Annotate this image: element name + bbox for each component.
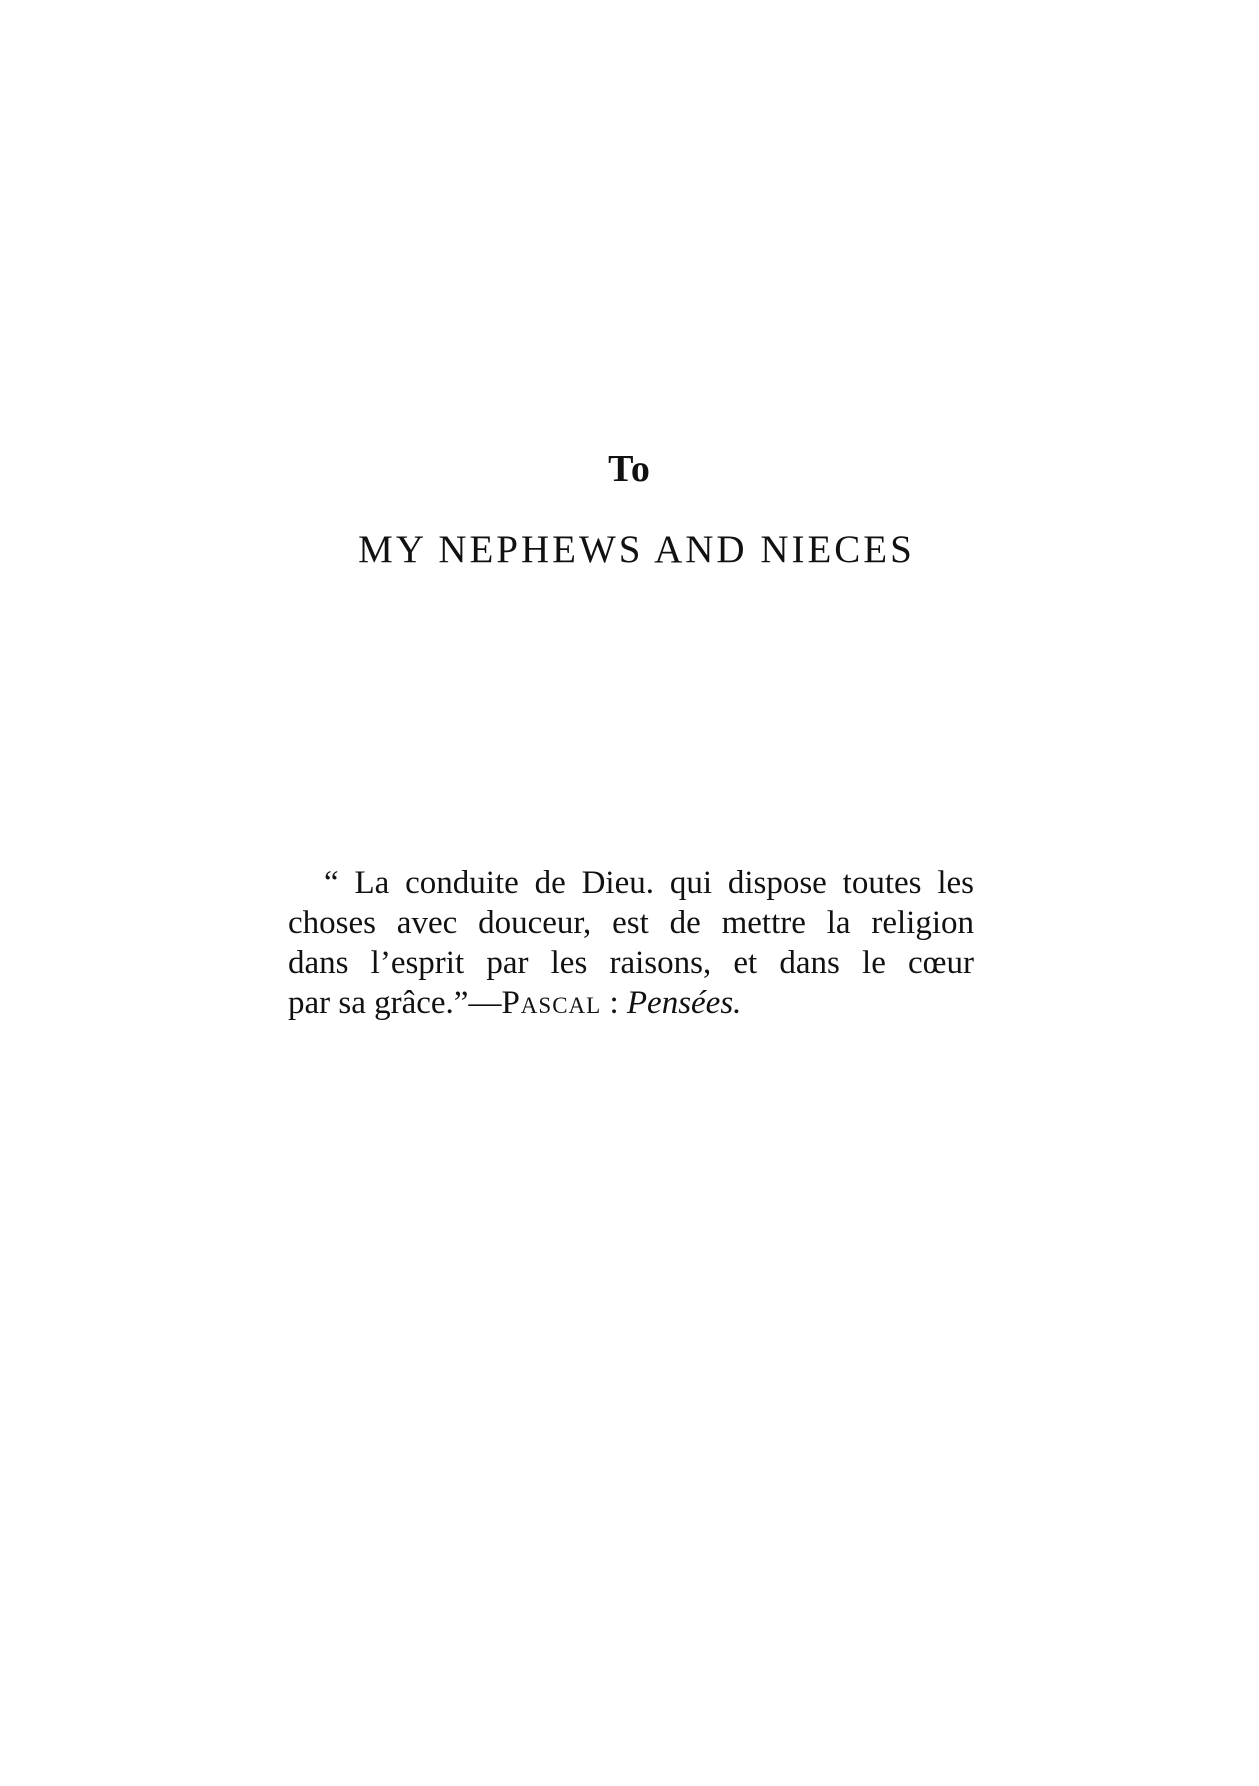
epigraph-quote	[288, 863, 974, 1023]
epigraph-final-line	[288, 983, 974, 1023]
epigraph-line: choses avec douceur, est de mettre la religion	[288, 905, 974, 941]
epigraph-work-title: Pensées.	[626, 985, 742, 1021]
epigraph-author: Pascal	[501, 985, 602, 1021]
epigraph-line: dans l’esprit par les raisons, et dans le cœur	[288, 945, 974, 981]
epigraph-line: “ La conduite de Dieu. qui dispose toutes les	[324, 865, 974, 901]
dedication-recipients: MY NEPHEWS AND NIECES	[358, 528, 915, 571]
dedication-to: To	[608, 448, 651, 490]
epigraph-separator: :	[601, 985, 627, 1021]
epigraph-line: par sa grâce.”—	[288, 985, 502, 1021]
